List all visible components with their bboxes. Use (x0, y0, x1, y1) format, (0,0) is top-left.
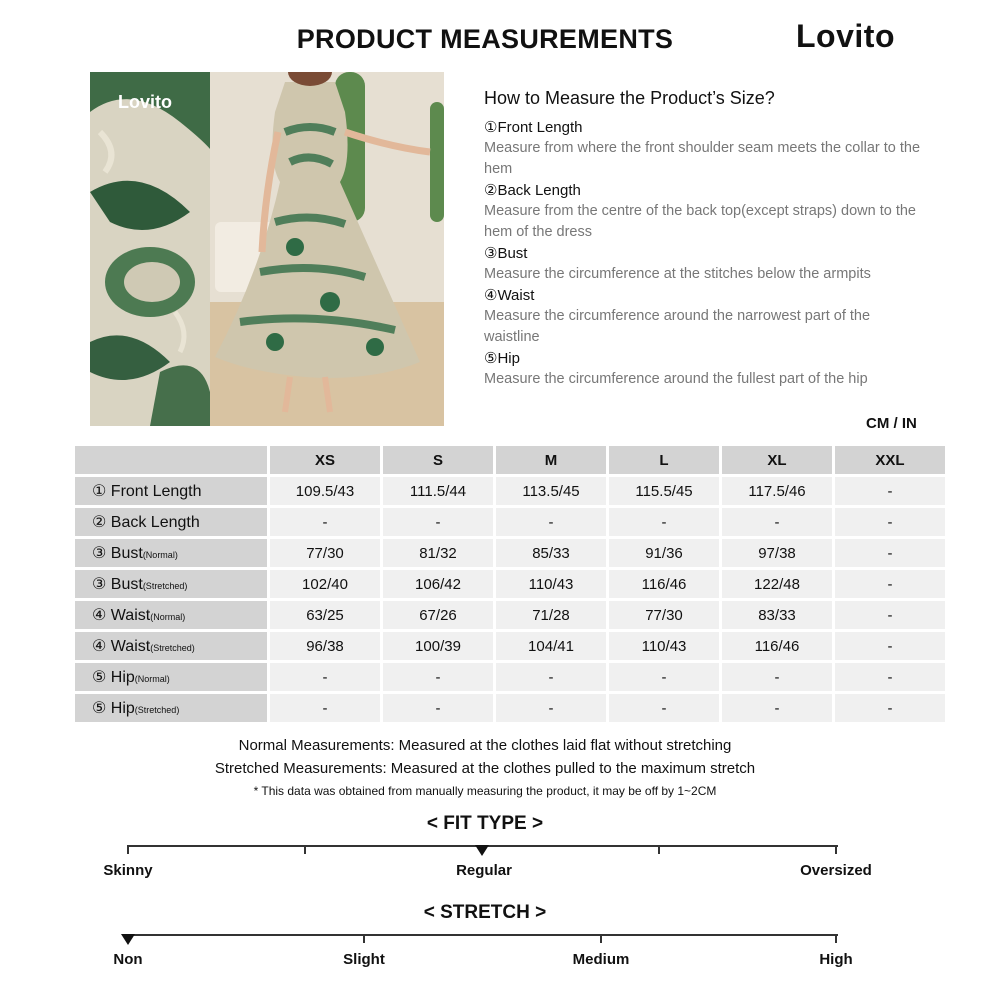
fit-marker-icon (475, 845, 489, 856)
row-label-text: ④ Waist (92, 607, 151, 624)
table-cell: 71/28 (496, 601, 606, 629)
fit-label-skinny: Skinny (103, 862, 153, 879)
table-cell: 67/26 (383, 601, 493, 629)
notes (0, 734, 970, 803)
guide-question: How to Measure the Product’s Size? (484, 88, 775, 108)
table-row (75, 663, 945, 691)
table-cell: - (270, 663, 380, 691)
table-cell: 104/41 (496, 632, 606, 660)
table-cell: - (270, 508, 380, 536)
product-photo-art (90, 72, 444, 426)
size-header-cell: M (496, 446, 606, 474)
table-cell: 113.5/45 (496, 477, 606, 505)
row-label (75, 570, 267, 598)
table-row (75, 570, 945, 598)
table-cell: - (609, 663, 719, 691)
table-cell: 110/43 (496, 570, 606, 598)
stretch-label-medium: Medium (572, 951, 630, 968)
table-cell: 83/33 (722, 601, 832, 629)
size-header-cell: XXL (835, 446, 945, 474)
table-row (75, 477, 945, 505)
table-cell: - (496, 508, 606, 536)
row-label-text: ③ Bust (92, 545, 143, 562)
guide-description: Measure the circumference at the stitches below the armpits (484, 266, 871, 282)
stretch-tick (363, 934, 365, 943)
row-label-qualifier: (Stretched) (150, 643, 195, 653)
table-cell: 85/33 (496, 539, 606, 567)
row-label (75, 508, 267, 536)
row-label-text: ⑤ Hip (92, 669, 135, 686)
table-cell: - (835, 694, 945, 722)
row-label-qualifier: (Stretched) (134, 705, 180, 715)
stretch-title: < STRETCH > (423, 902, 547, 923)
guide-description: Measure the circumference around the fullest part of the hip (484, 371, 868, 387)
row-label (75, 694, 267, 722)
size-header-cell: L (609, 446, 719, 474)
measure-guide (484, 88, 924, 390)
table-cell: - (835, 477, 945, 505)
table-cell: - (835, 539, 945, 567)
table-row (75, 694, 945, 722)
photo-watermark: Lovito (118, 92, 172, 112)
stretch-tick (835, 934, 837, 943)
table-cell: 115.5/45 (609, 477, 719, 505)
stretch-marker-icon (121, 934, 135, 945)
table-cell: - (496, 663, 606, 691)
table-cell: - (835, 632, 945, 660)
guide-heading: ②Back Length (484, 182, 581, 199)
table-cell: 100/39 (383, 632, 493, 660)
table-cell: - (835, 601, 945, 629)
table-cell: - (496, 694, 606, 722)
row-label (75, 539, 267, 567)
table-cell: 97/38 (722, 539, 832, 567)
guide-description: Measure the circumference around the narrowest part of the waistline (484, 308, 871, 345)
stretch-label-high: High (819, 951, 853, 968)
table-cell: 109.5/43 (270, 477, 380, 505)
row-label-qualifier: (Stretched) (142, 581, 188, 591)
fit-tick (835, 845, 837, 854)
table-cell: - (722, 508, 832, 536)
row-label-qualifier: (Normal) (134, 674, 170, 684)
row-label-qualifier: (Normal) (142, 550, 178, 560)
row-label-text: ① Front Length (92, 483, 202, 500)
table-cell: 91/36 (609, 539, 719, 567)
fit-tick (127, 845, 129, 854)
stretch-label-slight: Slight (343, 951, 385, 968)
fit-tick (658, 845, 660, 854)
normal-note: Normal Measurements: Measured at the clothes laid flat without stretching (238, 737, 732, 754)
table-cell: 77/30 (270, 539, 380, 567)
stretch-scale-line (128, 934, 838, 936)
table-cell: 77/30 (609, 601, 719, 629)
row-label (75, 632, 267, 660)
guide-description: Measure from the centre of the back top(except straps) down to the hem of the dress (484, 203, 916, 240)
guide-heading: ⑤Hip (484, 350, 520, 367)
table-cell: - (383, 694, 493, 722)
page-title: PRODUCT MEASUREMENTS (296, 24, 674, 54)
disclaimer-note: * This data was obtained from manually measuring the product, it may be off by 1~2CM (253, 784, 717, 798)
table-cell: 63/25 (270, 601, 380, 629)
table-cell: 110/43 (609, 632, 719, 660)
table-cell: - (835, 663, 945, 691)
fit-label-regular: Regular (456, 862, 512, 879)
brand-logo: Lovito (796, 18, 895, 54)
table-cell: - (270, 694, 380, 722)
row-label-text: ⑤ Hip (92, 700, 135, 717)
row-label (75, 477, 267, 505)
table-cell: - (722, 663, 832, 691)
table-cell: 96/38 (270, 632, 380, 660)
row-label-text: ② Back Length (92, 514, 200, 531)
size-table (72, 443, 948, 725)
table-cell: - (835, 570, 945, 598)
table-cell: 116/46 (609, 570, 719, 598)
size-header-cell: XS (270, 446, 380, 474)
guide-heading: ①Front Length (484, 119, 583, 136)
guide-description: Measure from where the front shoulder seam meets the collar to the hem (484, 140, 921, 177)
guide-heading: ③Bust (484, 245, 528, 262)
table-cell: - (835, 508, 945, 536)
row-label-qualifier: (Normal) (150, 612, 186, 622)
size-header-cell: XL (722, 446, 832, 474)
table-cell: - (383, 508, 493, 536)
table-cell: - (722, 694, 832, 722)
table-cell: 116/46 (722, 632, 832, 660)
stretch-label-non: Non (113, 951, 143, 968)
size-header-row (75, 446, 945, 474)
guide-heading: ④Waist (484, 287, 535, 304)
row-label (75, 601, 267, 629)
table-cell: 111.5/44 (383, 477, 493, 505)
size-header-cell: S (383, 446, 493, 474)
unit-label: CM / IN (866, 415, 917, 432)
table-row (75, 539, 945, 567)
stretched-note: Stretched Measurements: Measured at the clothes pulled to the maximum stretch (214, 760, 756, 777)
table-row (75, 632, 945, 660)
table-cell: - (383, 663, 493, 691)
row-label-text: ③ Bust (92, 576, 143, 593)
stretch-tick (600, 934, 602, 943)
fit-tick (304, 845, 306, 854)
table-row (75, 601, 945, 629)
fit-type-title: < FIT TYPE > (426, 813, 544, 834)
header-blank-cell (75, 446, 267, 474)
row-label-text: ④ Waist (92, 638, 151, 655)
table-row (75, 508, 945, 536)
table-cell: - (609, 508, 719, 536)
table-cell: - (609, 694, 719, 722)
table-cell: 81/32 (383, 539, 493, 567)
table-cell: 117.5/46 (722, 477, 832, 505)
table-cell: 102/40 (270, 570, 380, 598)
product-photo (90, 72, 444, 426)
fit-label-oversized: Oversized (800, 862, 872, 879)
row-label (75, 663, 267, 691)
table-cell: 122/48 (722, 570, 832, 598)
table-cell: 106/42 (383, 570, 493, 598)
